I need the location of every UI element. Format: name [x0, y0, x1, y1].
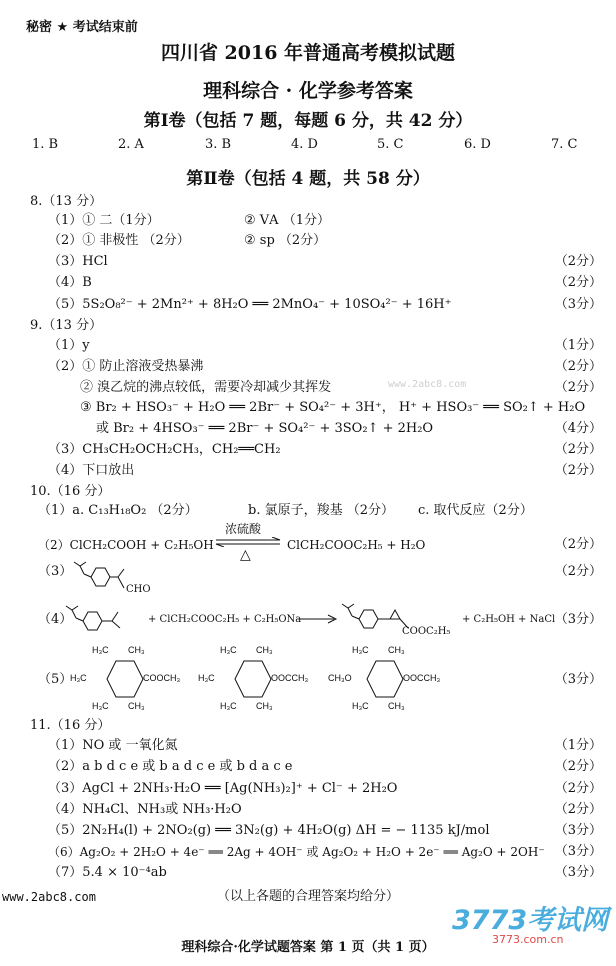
q10-answer-5-label: （5）	[38, 672, 73, 687]
q9-answer-4: （4）下口放出	[48, 463, 135, 478]
q10-answer-3-label: （3）	[38, 564, 73, 579]
methyl-label: H₃C	[220, 701, 237, 711]
q11-score-1: （1分）	[554, 738, 602, 753]
q9-heading: 9.（13 分）	[30, 318, 103, 333]
q10-answer-4-byproducts: + C₂H₅OH + NaCl	[462, 614, 556, 625]
page-footer: 理科综合·化学试题答案 第 1 页（共 1 页）	[181, 940, 435, 955]
q10-aldehyde-group: CHO	[126, 584, 151, 595]
watermark-url-bottom: www.2abc8.com	[2, 890, 96, 904]
answer-5: 5. C	[377, 137, 404, 152]
q8-answer-2b: ② sp （2分）	[244, 233, 327, 248]
ester-label: OOCCH₃	[271, 673, 309, 683]
q11-heading: 11.（16 分）	[30, 718, 111, 733]
methyl-label: H₃C	[352, 701, 369, 711]
q9-answer-2c: ③ Br₂ + HSO₃⁻ + H₂O ══ 2Br⁻ + SO₄²⁻ + 3H⁺， H⁺ + HSO₃⁻ ══ SO₂↑ + H₂O	[80, 400, 586, 415]
answer-7: 7. C	[551, 137, 578, 152]
q9-answer-2c-alt: 或 Br₂ + 4HSO₃⁻ ══ 2Br⁻ + SO₄²⁻ + 3SO₂↑ + 2H₂O	[96, 421, 434, 436]
q8-score-3: （2分）	[554, 254, 602, 269]
methyl-label: H₃C	[198, 673, 215, 683]
q10-answer-4-label: （4）	[38, 612, 73, 627]
q9-score-2c: （4分）	[554, 421, 602, 436]
q11-score-7: （3分）	[554, 865, 602, 880]
q9-answer-3: （3）CH₃CH₂OCH₂CH₃，CH₂══CH₂	[48, 442, 281, 457]
q10-score-3: （2分）	[554, 564, 602, 579]
q9-answer-2b: ② 溴乙烷的沸点较低，需要冷却减少其挥发	[80, 380, 332, 395]
q10-product-ester: COOC₂H₅	[402, 626, 451, 637]
q8-answer-5: （5）5S₂O₈²⁻ + 2Mn²⁺ + 8H₂O ══ 2MnO₄⁻ + 10SO₄²⁻ + 16H⁺	[48, 297, 452, 312]
q8-answer-2a: （2）① 非极性 （2分）	[48, 233, 190, 248]
q10-heading: 10.（16 分）	[30, 484, 111, 499]
answer-1: 1. B	[32, 137, 59, 152]
q8-heading: 8.（13 分）	[30, 194, 103, 209]
methyl-label: CH₃	[256, 701, 273, 711]
q11-answer-3: （3）AgCl + 2NH₃·H₂O ══ [Ag(NH₃)₂]⁺ + Cl⁻ + 2H₂O	[48, 781, 398, 796]
q11-score-3: （2分）	[554, 781, 602, 796]
q11-score-4: （2分）	[554, 802, 602, 817]
site-logo: 3773考试网	[452, 905, 609, 936]
q10-score-2: （2分）	[554, 537, 602, 552]
methyl-label: CH₃	[128, 701, 145, 711]
methyl-label: H₃C	[92, 645, 109, 655]
q10-answer-2-reactants: （2）ClCH₂COOH + C₂H₅OH	[38, 538, 214, 552]
methyl-label: CH₃	[256, 645, 273, 655]
q11-score-6: （3分）	[554, 844, 602, 859]
q11-answer-2: （2）a b d c e 或 b a d c e 或 b d a c e	[48, 759, 293, 774]
q9-score-1: （1分）	[554, 338, 602, 353]
reaction-arrow-icon	[298, 614, 338, 624]
ester-label: OOCCH₃	[403, 673, 441, 683]
q10-answer-1b: b. 氯原子，羧基 （2分）	[248, 503, 394, 518]
confidential-note: 秘密 ★ 考试结束前	[26, 20, 138, 35]
ketone-structure-icon	[64, 600, 148, 640]
section2-heading: 第Ⅱ卷（包括 4 题，共 58 分）	[186, 169, 430, 189]
q10-answer-2-products: ClCH₂COOC₂H₅ + H₂O	[287, 538, 426, 552]
q10-answer-4-reagents: + ClCH₂COOC₂H₅ + C₂H₅ONa	[148, 614, 302, 625]
site-logo-url: 3773.com.cn	[492, 933, 564, 946]
q9-score-3: （2分）	[554, 442, 602, 457]
q9-score-2: （2分）	[554, 359, 602, 374]
q11-answer-4: （4）NH₄Cl、NH₃或 NH₃·H₂O	[48, 802, 242, 817]
q10-condition-acid: 浓硫酸	[225, 522, 262, 536]
methyl-label: H₃C	[70, 673, 87, 683]
q9-score-2b: （2分）	[554, 380, 602, 395]
q10-answer-1a: （1）a. C₁₃H₁₈O₂ （2分）	[38, 503, 198, 518]
answer-3: 3. B	[205, 137, 232, 152]
reversible-arrow-icon	[214, 537, 282, 547]
q11-answer-5: （5）2N₂H₄(l) + 2NO₂(g) ══ 3N₂(g) + 4H₂O(g) ΔH = − 1135 kJ/mol	[48, 823, 490, 838]
page-subtitle: 理科综合 · 化学参考答案	[203, 80, 413, 102]
answer-4: 4. D	[291, 137, 318, 152]
answer-6: 6. D	[464, 137, 491, 152]
ester-label: COOCH₃	[143, 673, 181, 683]
q8-answer-1b: ② ⅤA （1分）	[244, 213, 330, 228]
q11-answer-7: （7）5.4 × 10⁻⁴ab	[48, 865, 167, 880]
section1-heading: 第Ⅰ卷（包括 7 题，每题 6 分，共 42 分）	[143, 111, 473, 131]
q9-score-4: （2分）	[554, 463, 602, 478]
q9-answer-1: （1）y	[48, 338, 90, 353]
q11-score-5: （3分）	[554, 823, 602, 838]
q11-answer-1: （1）NO 或 一氧化氮	[48, 738, 178, 753]
q10-score-4: （3分）	[554, 612, 602, 627]
methyl-label: CH₃	[388, 701, 405, 711]
methoxy-label: CH₃O	[328, 673, 352, 683]
q8-answer-3: （3）HCl	[48, 254, 108, 269]
methyl-label: H₃C	[220, 645, 237, 655]
grading-note: （以上各题的合理答案均给分）	[216, 889, 399, 904]
methyl-label: CH₃	[128, 645, 145, 655]
methyl-label: H₃C	[92, 701, 109, 711]
q11-score-2: （2分）	[554, 759, 602, 774]
methyl-label: CH₃	[388, 645, 405, 655]
methyl-label: H₃C	[352, 645, 369, 655]
q10-condition-heat: △	[240, 547, 251, 563]
answer-2: 2. A	[118, 137, 144, 152]
q9-answer-2: （2）① 防止溶液受热暴沸	[48, 359, 204, 374]
watermark-url: www.2abc8.com	[388, 379, 467, 390]
q10-answer-1c: c. 取代反应（2分）	[418, 503, 533, 518]
q8-answer-1a: （1）① 二（1分）	[48, 213, 160, 228]
page-title: 四川省 2016 年普通高考模拟试题	[160, 42, 456, 64]
q8-score-4: （2分）	[554, 275, 602, 290]
q10-score-5: （3分）	[554, 672, 602, 687]
q8-score-5: （3分）	[554, 297, 602, 312]
q11-answer-6: （6）Ag₂O₂ + 2H₂O + 4e⁻ ══ 2Ag + 4OH⁻ 或 Ag₂O₂ + H₂O + 2e⁻ ══ Ag₂O + 2OH⁻	[48, 845, 545, 859]
q8-answer-4: （4）B	[48, 275, 92, 290]
